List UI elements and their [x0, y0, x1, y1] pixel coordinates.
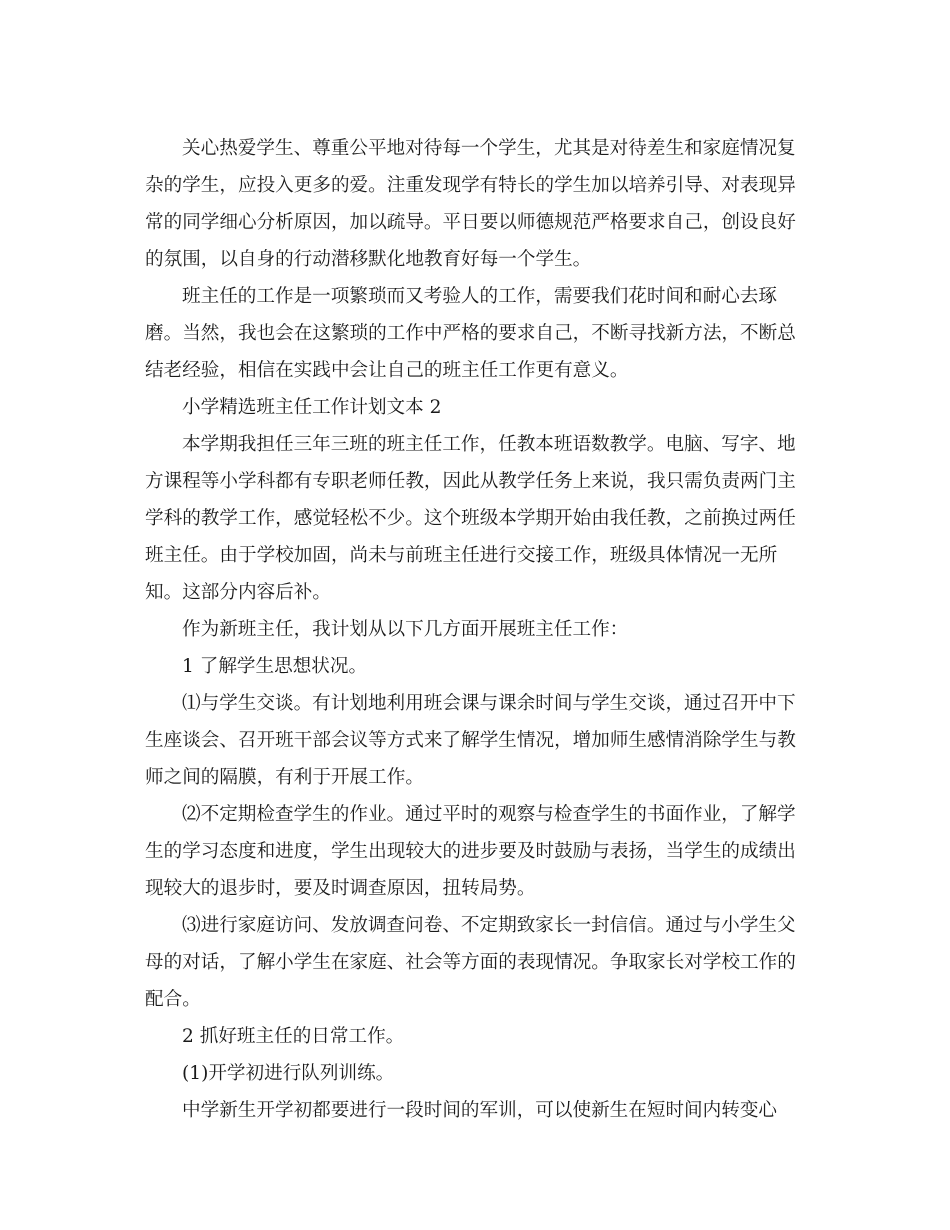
paragraph-line: 作为新班主任，我计划从以下几方面开展班主任工作： [182, 618, 629, 640]
paragraph-line: 磨。当然，我也会在这繁琐的工作中严格的要求自己，不断寻找新方法，不断总 [145, 322, 796, 344]
paragraph-line: 班主任的工作是一项繁琐而又考验人的工作，需要我们花时间和耐心去琢 [182, 285, 778, 307]
paragraph-line: 中学新生开学初都要进行一段时间的军训，可以使新生在短时间内转变心 [182, 1099, 778, 1121]
list-item-line: 配合。 [145, 988, 201, 1010]
list-heading: 1 了解学生思想状况。 [182, 655, 368, 677]
paragraph-line: 杂的学生，应投入更多的爱。注重发现学有特长的学生加以培养引导、对表现异 [145, 174, 796, 196]
list-heading: 2 抓好班主任的日常工作。 [182, 1025, 405, 1047]
paragraph-line: 方课程等小学科都有专职老师任教，因此从教学任务上来说，我只需负责两门主 [145, 470, 796, 492]
list-item-line: 生的学习态度和进度，学生出现较大的进步要及时鼓励与表扬，当学生的成绩出 [145, 840, 796, 862]
list-item-line: 现较大的退步时，要及时调查原因，扭转局势。 [145, 877, 536, 899]
list-item-line: 母的对话，了解小学生在家庭、社会等方面的表现情况。争取家长对学校工作的 [145, 951, 796, 973]
paragraph-line: 学科的教学工作，感觉轻松不少。这个班级本学期开始由我任教，之前换过两任 [145, 507, 796, 529]
paragraph-line: 的氛围，以自身的行动潜移默化地教育好每一个学生。 [145, 248, 592, 270]
paragraph-line: 常的同学细心分析原因，加以疏导。平日要以师德规范严格要求自己，创设良好 [145, 211, 796, 233]
paragraph-line: 本学期我担任三年三班的班主任工作，任教本班语数教学。电脑、写字、地 [182, 433, 796, 455]
list-item-line: ⑶进行家庭访问、发放调查问卷、不定期致家长一封信信。通过与小学生父 [182, 914, 796, 936]
section-heading: 小学精选班主任工作计划文本 2 [182, 396, 442, 418]
list-item-line: ⑵不定期检查学生的作业。通过平时的观察与检查学生的书面作业，了解学 [182, 803, 796, 825]
list-item-line: 生座谈会、召开班干部会议等方式来了解学生情况，增加师生感情消除学生与教 [145, 729, 796, 751]
paragraph-line: 知。这部分内容后补。 [145, 581, 331, 603]
paragraph-line: 关心热爱学生、尊重公平地对待每一个学生，尤其是对待差生和家庭情况复 [182, 137, 796, 159]
paragraph-line: 班主任。由于学校加固，尚未与前班主任进行交接工作，班级具体情况一无所 [145, 544, 778, 566]
list-item-line: ⑴与学生交谈。有计划地利用班会课与课余时间与学生交谈，通过召开中下 [182, 692, 796, 714]
list-item-line: (1)开学初进行队列训练。 [182, 1062, 395, 1084]
list-item-line: 师之间的隔膜，有利于开展工作。 [145, 766, 424, 788]
paragraph-line: 结老经验，相信在实践中会让自己的班主任工作更有意义。 [145, 359, 629, 381]
